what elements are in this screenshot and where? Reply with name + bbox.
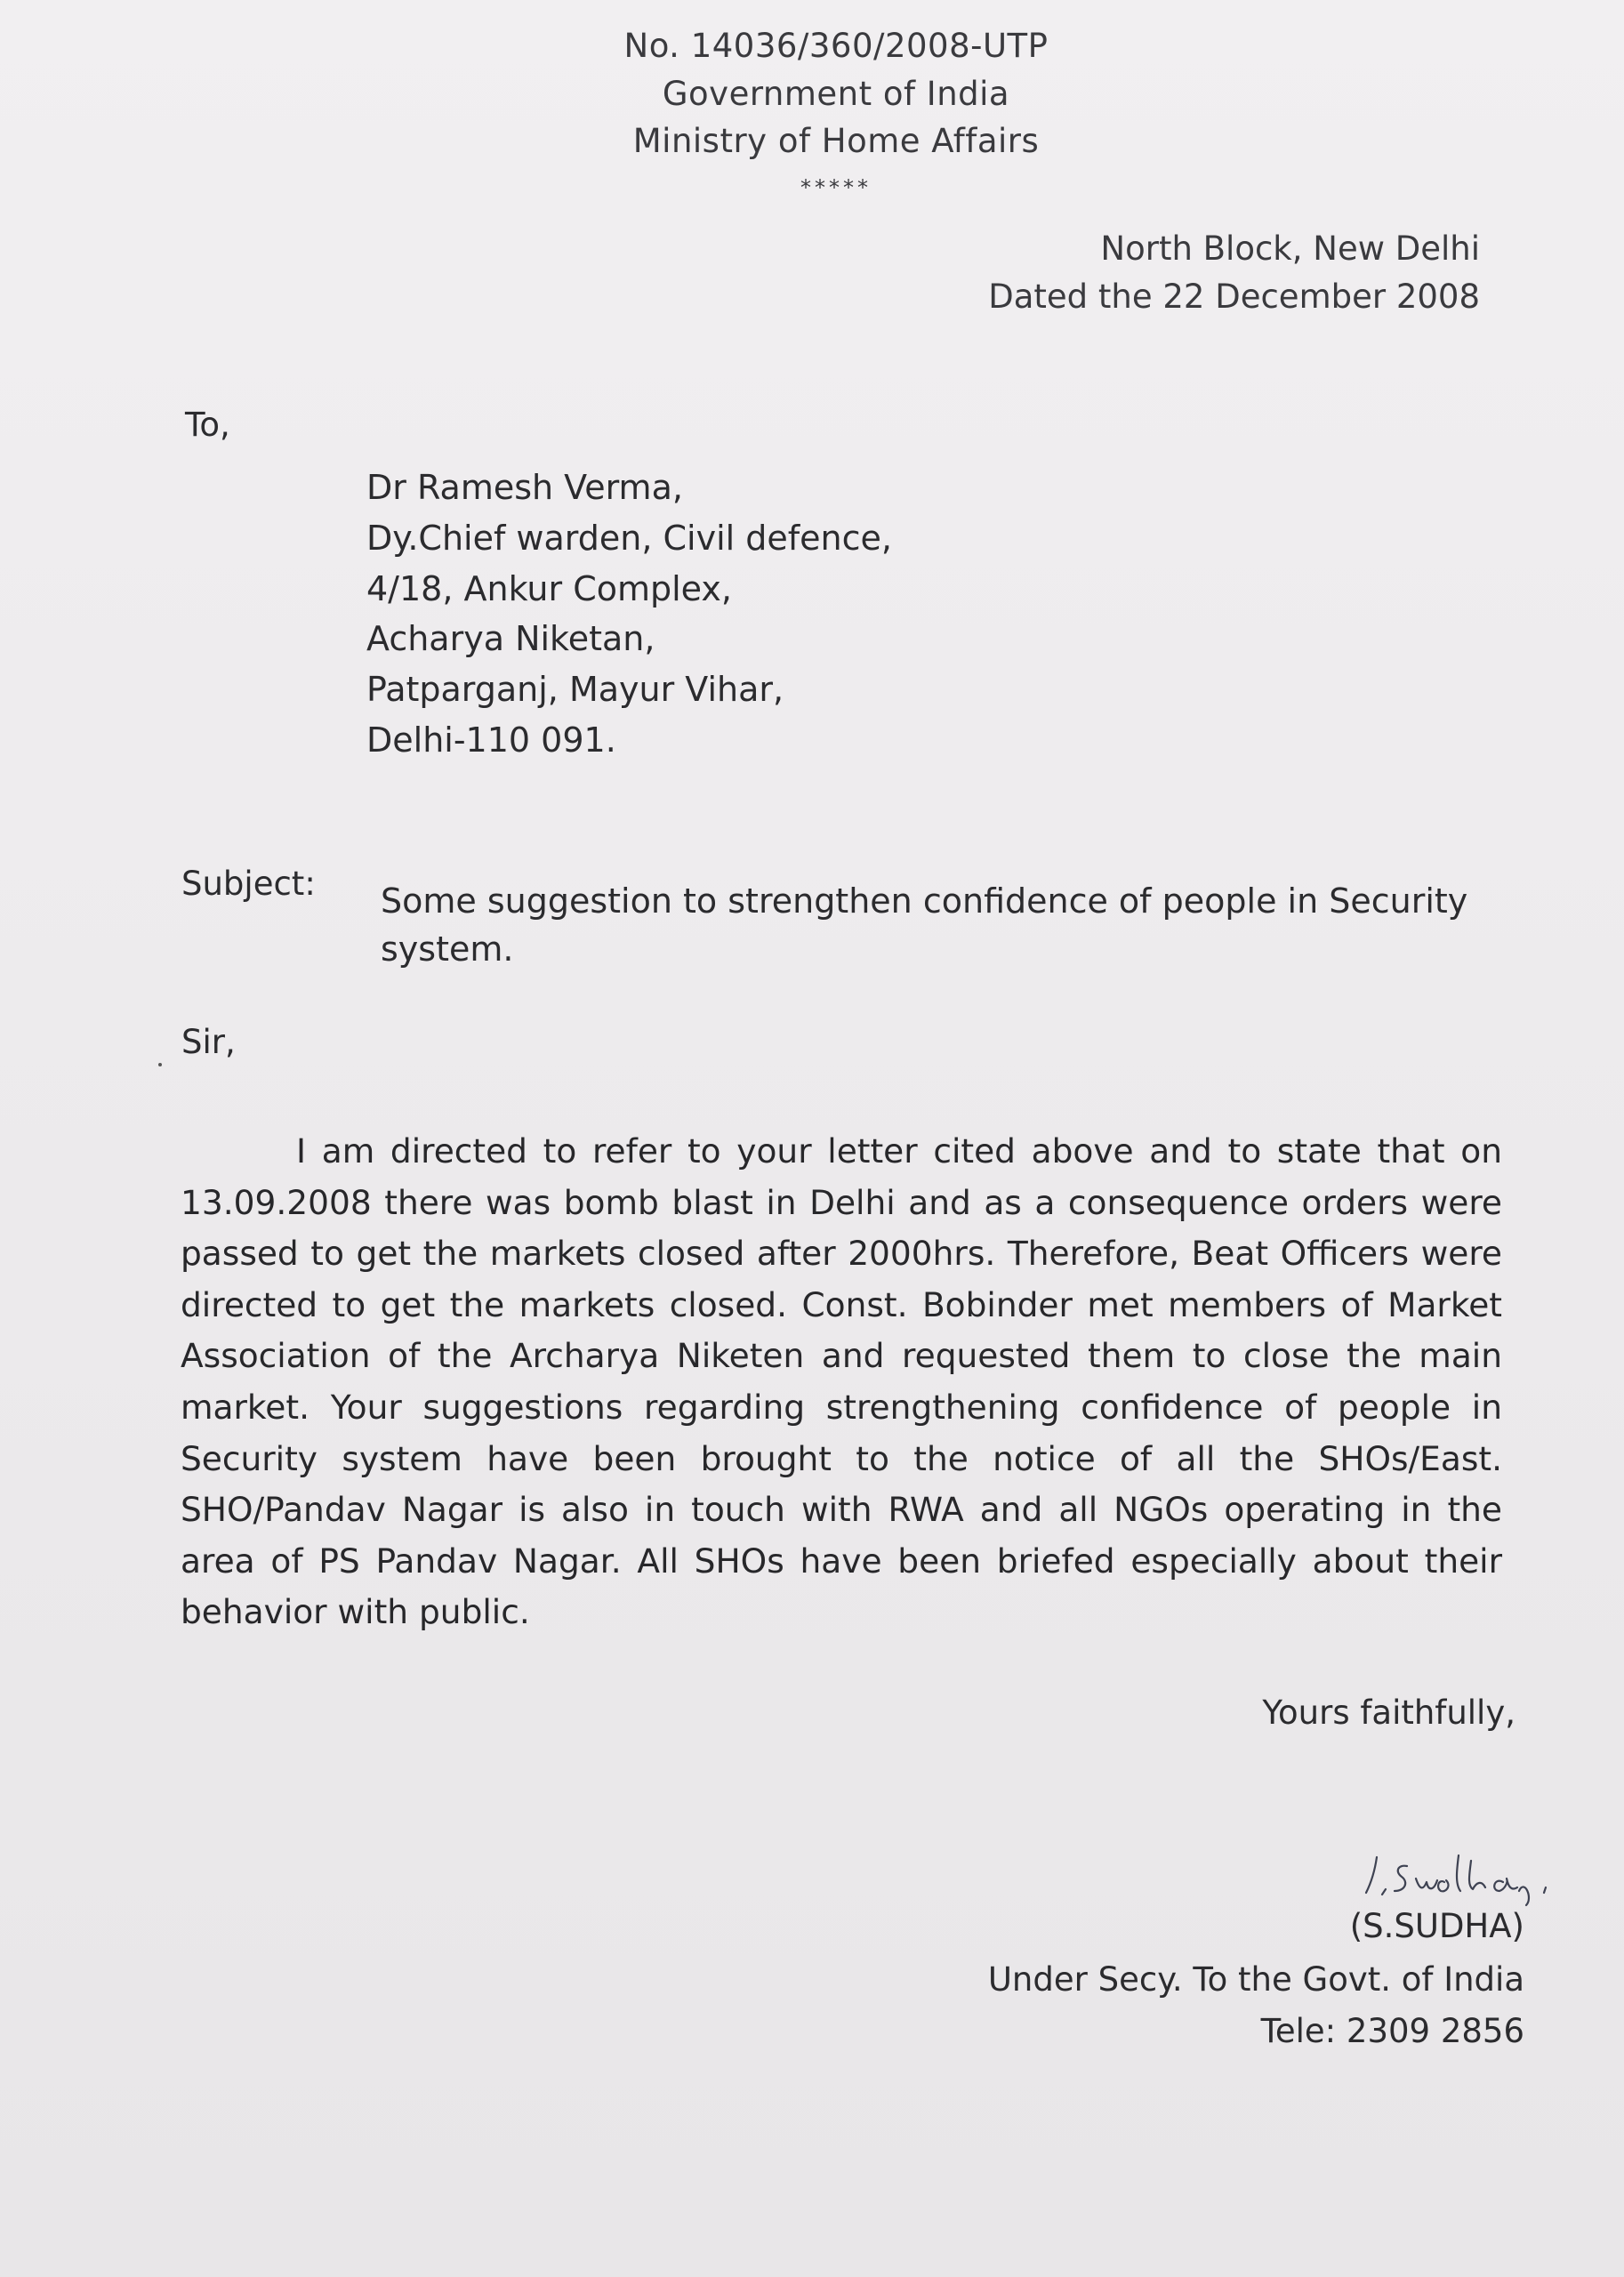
place-line: North Block, New Delhi	[1100, 229, 1480, 268]
salutation: Sir,	[181, 1023, 236, 1061]
to-label: To,	[185, 406, 230, 444]
reference-number: No. 14036/360/2008-UTP	[623, 27, 1049, 65]
address-line: Dy.Chief warden, Civil defence,	[366, 519, 892, 558]
subject-label: Subject:	[181, 865, 316, 903]
stray-mark	[158, 1063, 162, 1066]
government-name: Government of India	[662, 75, 1010, 113]
address-line: Dr Ramesh Verma,	[366, 468, 683, 507]
address-line: Delhi-110 091.	[366, 720, 616, 760]
date-line: Dated the 22 December 2008	[988, 278, 1480, 316]
subject-text: Some suggestion to strengthen confidence of people in Security system.	[381, 881, 1468, 969]
closing-line: Yours faithfully,	[1262, 1694, 1515, 1732]
header-separator: *****	[800, 175, 872, 200]
signatory-designation: Under Secy. To the Govt. of India	[987, 1960, 1524, 1999]
address-line: Acharya Niketan,	[366, 619, 655, 658]
signatory-name: (S.SUDHA)	[1349, 1907, 1524, 1945]
letter-body: I am directed to refer to your letter cited above and to state that on 13.09.2008 there was bomb blast in Delhi and as a consequence orders were passed to get the markets closed after 2000hrs. Therefore, Beat Officers were directed to get the markets closed. Const. Bobinder met members of Market Association of the Archarya Niketen and requested them to close the main market. Your suggestions regarding strengthening confidence of people in Security system have been brought to the notice of all the SHOs/East. SHO/Pandav Nagar is also in touch with RWA and all NGOs operating in the area of PS Pandav Nagar. All SHOs have been briefed especially about their behavior with public.	[181, 1131, 1502, 1632]
address-line: Patparganj, Mayur Vihar,	[366, 670, 784, 709]
address-line: 4/18, Ankur Complex,	[366, 569, 732, 608]
ministry-name: Ministry of Home Affairs	[632, 122, 1040, 160]
signatory-telephone: Tele: 2309 2856	[1260, 2012, 1524, 2050]
